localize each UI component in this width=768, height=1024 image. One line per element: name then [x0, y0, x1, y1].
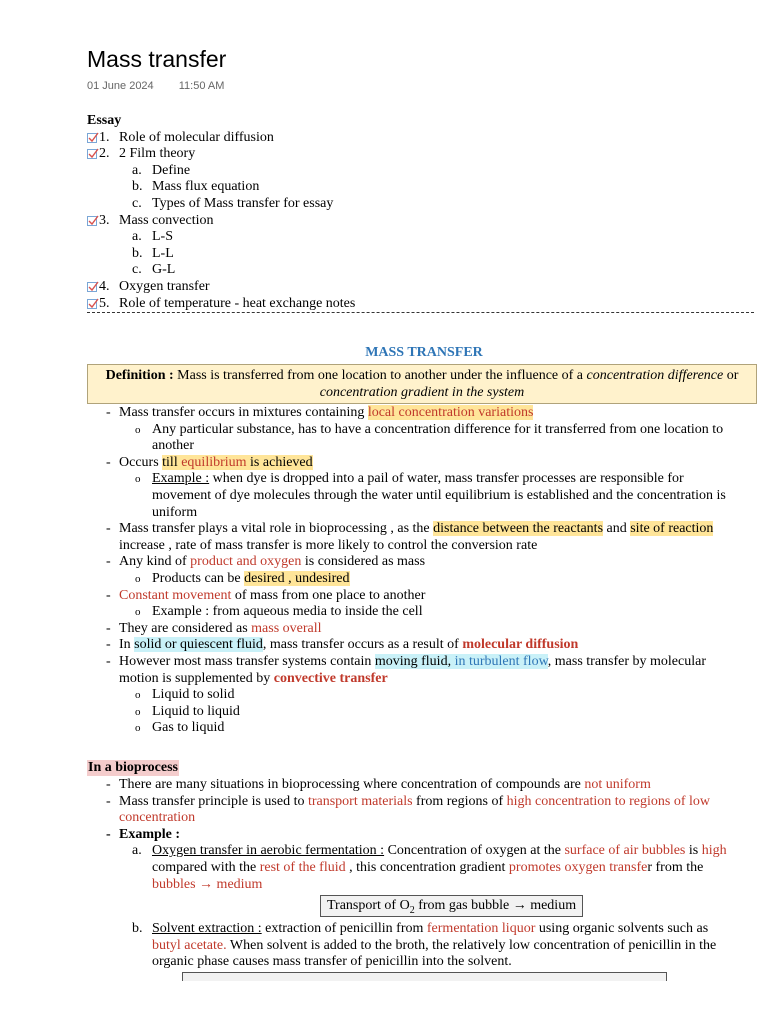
list-item: - Mass transfer principle is used to transport materials from regions of high concentration to regions of low [87, 794, 757, 811]
essay-item [87, 129, 274, 147]
list-item-continued: bubbles → medium [152, 876, 263, 892]
list-item-continued: butyl acetate. When solvent is added to the broth, the relatively low concentration of penicillin in the [152, 937, 717, 953]
essay-subitem [87, 179, 260, 196]
essay-subitem [87, 162, 191, 180]
essay-item [87, 278, 210, 296]
item-number: a. [132, 229, 142, 245]
essay-subitem [87, 245, 174, 263]
page-time: 11:50 AM [178, 80, 225, 92]
page-date: 01 June 2024 [87, 80, 154, 92]
item-number: c. [132, 262, 142, 278]
checkbox-checked-icon[interactable] [87, 282, 97, 292]
item-number: a. [132, 162, 142, 178]
bioprocess-heading: In a bioprocess [88, 760, 178, 775]
essay-subitem [87, 229, 173, 246]
list-item: - Constant movement of mass from one place to another [87, 588, 757, 605]
list-item: o Any particular substance, has to have a concentration difference for it transferred from one location to [87, 422, 757, 439]
essay-subitem [87, 262, 176, 279]
list-item-continued: compared with the rest of the fluid , this concentration gradient promotes oxygen transfer from the [152, 859, 704, 875]
list-item: - Occurs till equilibrium is achieved [87, 455, 757, 472]
item-number: c. [132, 195, 142, 211]
definition-or: or [723, 368, 739, 383]
item-number: 5. [99, 295, 110, 311]
item-number: b. [132, 179, 143, 195]
item-text: L-S [152, 229, 173, 245]
cropped-box [182, 972, 667, 981]
list-item: o Products can be desired , undesired [87, 571, 757, 588]
essay-item [87, 212, 214, 230]
list-item: o Liquid to solid [87, 687, 757, 704]
page-timestamp [87, 80, 246, 92]
item-text: Mass convection [119, 212, 214, 228]
list-item: - They are considered as mass overall [87, 621, 757, 638]
transport-box: Transport of $O_2$ from gas bubble → medium [320, 895, 583, 917]
list-item: - However most mass transfer systems contain moving fluid, in turbulent flow, mass transfer by molecular [87, 654, 757, 671]
definition-label: Definition : [105, 368, 174, 383]
checkbox-checked-icon[interactable] [87, 299, 97, 309]
essay-heading: Essay [87, 113, 122, 128]
list-item: - Mass transfer plays a vital role in bioprocessing , as the distance between the reactants and site of reaction [87, 521, 757, 538]
item-text: G-L [152, 262, 176, 278]
transport-box-row [87, 893, 757, 921]
list-item: - Example : [87, 827, 757, 844]
item-number: 1. [99, 129, 110, 145]
bioprocess-list [87, 777, 757, 971]
checkbox-checked-icon[interactable] [87, 133, 97, 143]
definition-text: Mass is transferred from one location to another under the influence of a [173, 368, 587, 383]
item-text: Oxygen transfer [119, 278, 210, 294]
item-number: 4. [99, 278, 110, 294]
section-title: MASS TRANSFER [365, 345, 483, 360]
list-item-continued: another [152, 438, 194, 454]
item-number: 2. [99, 146, 110, 162]
essay-item [87, 146, 196, 163]
list-item: o Liquid to liquid [87, 704, 757, 721]
example-a: a. Oxygen transfer in aerobic fermentation : Concentration of oxygen at the surface of air bubbles is high [132, 843, 727, 859]
item-text: Role of molecular diffusion [119, 129, 274, 145]
checkbox-checked-icon[interactable] [87, 216, 97, 226]
list-item: o Example : from aqueous media to inside the cell [87, 604, 757, 621]
list-item-continued: motion is supplemented by convective transfer [119, 670, 388, 686]
example-b: b. Solvent extraction : extraction of penicillin from fermentation liquor using organic solvents such as [132, 921, 709, 937]
item-text: Define [152, 162, 191, 178]
item-text: 2 Film theory [119, 146, 196, 162]
essay-item [87, 295, 356, 313]
list-item: o Gas to liquid [87, 720, 757, 737]
definition-box [87, 364, 757, 404]
page-title[interactable]: Mass transfer [87, 46, 227, 72]
dashed-divider [87, 312, 754, 313]
item-text: Mass flux equation [152, 179, 260, 195]
list-item: - Any kind of product and oxygen is considered as mass [87, 554, 757, 571]
list-item-continued: uniform [152, 504, 198, 520]
list-item-continued: concentration [119, 810, 196, 826]
item-number: b. [132, 245, 143, 261]
item-text: Types of Mass transfer for essay [152, 195, 334, 211]
essay-subitem [87, 195, 334, 213]
item-number: 3. [99, 212, 110, 228]
essay-checklist [87, 113, 356, 312]
list-item: o Example : when dye is dropped into a pail of water, mass transfer processes are responsible for [87, 471, 757, 488]
notes-list [87, 405, 757, 737]
checkbox-checked-icon[interactable] [87, 149, 97, 159]
list-item: - Mass transfer occurs in mixtures containing local concentration variations [87, 405, 757, 422]
list-item-continued: organic phase causes mass transfer of penicillin into the solvent. [152, 954, 512, 970]
list-item-continued: increase , rate of mass transfer is more likely to control the conversion rate [119, 537, 538, 553]
definition-italic-1: concentration difference [586, 368, 724, 383]
list-item: - In solid or quiescent fluid, mass transfer occurs as a result of molecular diffusion [87, 637, 757, 654]
list-item: - There are many situations in bioprocessing where concentration of compounds are not uniform [87, 777, 757, 794]
definition-italic-2: concentration gradient in the system [319, 384, 525, 400]
item-text: Role of temperature - heat exchange notes [119, 295, 356, 311]
list-item-continued: movement of dye molecules through the water until equilibrium is established and the concentration is [152, 487, 726, 503]
item-text: L-L [152, 245, 174, 261]
